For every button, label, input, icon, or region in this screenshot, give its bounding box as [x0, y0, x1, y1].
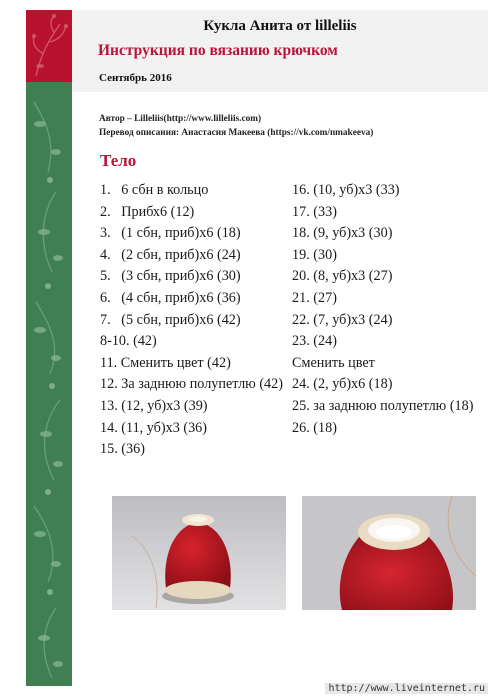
row-number: 5. — [100, 268, 111, 285]
list-item — [292, 396, 482, 418]
row-number: 3. — [100, 225, 111, 242]
list-item — [100, 439, 290, 461]
list-item — [100, 374, 290, 396]
crochet-body-photo-top — [302, 496, 476, 610]
list-item — [100, 245, 290, 267]
row-number: 22. — [292, 311, 310, 328]
footer-watermark-url[interactable]: http://www.liveinternet.ru — [325, 683, 488, 694]
row-number: 26. — [292, 419, 310, 436]
list-item — [100, 396, 290, 418]
row-text: (36) — [121, 441, 145, 458]
row-text: (27) — [313, 289, 337, 306]
row-number: 13. — [100, 397, 118, 414]
document-subtitle: Инструкция по вязанию крючком — [98, 42, 338, 59]
translation-line: Перевод описания: Анастасия Макеева (https://vk.com/nmakeeva) — [99, 128, 374, 138]
row-text: Сменить цвет — [292, 354, 375, 371]
row-number: 21. — [292, 289, 310, 306]
list-item — [100, 353, 290, 375]
row-text: Прибх6 (12) — [121, 203, 195, 220]
document-title: Кукла Анита от lilleliis — [203, 18, 357, 34]
row-text: 6 сбн в кольцо — [121, 182, 209, 198]
list-item — [100, 180, 290, 202]
row-number: 11. — [100, 354, 118, 371]
row-text: (12, уб)х3 (39) — [121, 397, 208, 414]
list-item — [100, 418, 290, 440]
list-item — [100, 288, 290, 310]
crochet-body-photo-side — [112, 496, 286, 610]
sidebar-green-band — [26, 82, 72, 686]
row-number: 17. — [292, 203, 310, 220]
row-number: 18. — [292, 225, 310, 242]
instruction-list-right — [292, 180, 482, 439]
row-text: (2, уб)х6 (18) — [313, 376, 393, 393]
credits-block — [99, 112, 373, 140]
row-number: 24. — [292, 376, 310, 393]
list-item — [292, 353, 482, 375]
list-item — [292, 331, 482, 353]
list-item — [100, 266, 290, 288]
list-item — [292, 202, 482, 224]
floral-ornament-icon — [26, 10, 72, 82]
sidebar-red-block — [26, 10, 72, 82]
row-number: 15. — [100, 441, 118, 458]
row-number: 7. — [100, 311, 111, 328]
list-item — [292, 310, 482, 332]
row-number: 4. — [100, 246, 111, 263]
row-number: 14. — [100, 419, 118, 436]
row-text: За заднюю полупетлю (42) — [121, 376, 283, 393]
list-item — [292, 418, 482, 440]
row-text: (7, уб)х3 (24) — [313, 311, 393, 328]
row-text: (5 сбн, приб)х6 (42) — [121, 311, 241, 328]
row-text: (33) — [313, 203, 337, 220]
row-number: 12. — [100, 376, 118, 393]
list-item — [100, 331, 290, 353]
row-text: (10, уб)х3 (33) — [313, 182, 400, 198]
row-number: 6. — [100, 289, 111, 306]
list-item — [292, 180, 482, 202]
row-text: (1 сбн, приб)х6 (18) — [121, 225, 241, 242]
list-item — [292, 245, 482, 267]
floral-pattern-icon — [26, 82, 72, 686]
row-text: за заднюю полупетлю (18) — [313, 397, 474, 414]
list-item — [292, 223, 482, 245]
row-number: 20. — [292, 268, 310, 285]
row-number: 19. — [292, 246, 310, 263]
list-item — [100, 202, 290, 224]
row-text: (30) — [313, 246, 337, 263]
row-text: (3 сбн, приб)х6 (30) — [121, 268, 241, 285]
row-text: (11, уб)х3 (36) — [121, 419, 207, 436]
row-text: (24) — [313, 333, 337, 350]
row-text: (18) — [313, 419, 337, 436]
instruction-list-left — [100, 180, 290, 461]
row-number: 16. — [292, 182, 310, 198]
list-item — [292, 266, 482, 288]
list-item — [100, 223, 290, 245]
row-number: 8-10. — [100, 333, 130, 350]
list-item — [292, 288, 482, 310]
row-number: 23. — [292, 333, 310, 350]
list-item — [292, 374, 482, 396]
section-title: Тело — [100, 151, 137, 170]
row-number: 25. — [292, 397, 310, 414]
row-text: (42) — [133, 333, 157, 350]
row-text: (8, уб)х3 (27) — [313, 268, 393, 285]
document-date: Сентябрь 2016 — [99, 72, 172, 84]
author-line: Автор – Lilleliis(http://www.lilleliis.com) — [99, 114, 262, 124]
row-number: 1. — [100, 182, 111, 198]
row-number: 2. — [100, 203, 111, 220]
row-text: Сменить цвет (42) — [120, 354, 231, 371]
row-text: (9, уб)х3 (30) — [313, 225, 393, 242]
row-text: (2 сбн, приб)х6 (24) — [121, 246, 241, 263]
list-item — [100, 310, 290, 332]
row-text: (4 сбн, приб)х6 (36) — [121, 289, 241, 306]
